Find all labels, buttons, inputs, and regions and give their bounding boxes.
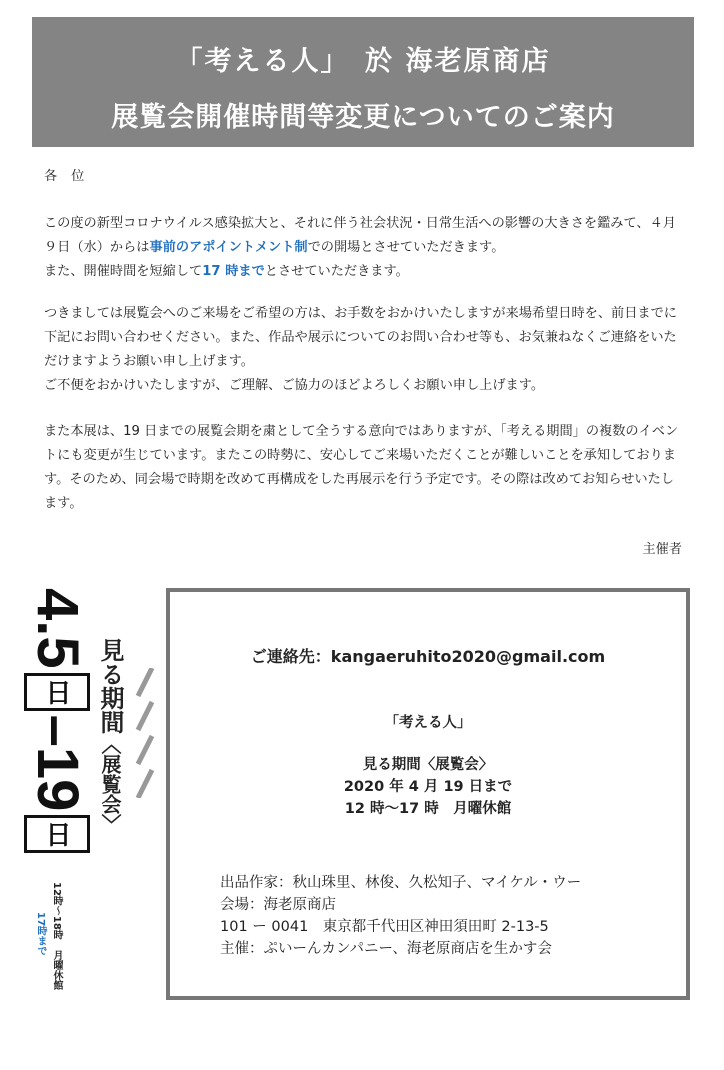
banner-subtitle: 展覧会開催時間等変更についてのご案内 — [111, 102, 615, 133]
venue-line: 会場：海老原商店 — [220, 897, 336, 913]
paragraph-1 — [44, 212, 684, 284]
addressee: 各位 — [44, 169, 99, 184]
header-banner — [32, 17, 694, 147]
end-day-of-week: 日 — [24, 815, 90, 853]
hours-vertical: 12時〜18時 — [51, 882, 62, 940]
date-dash: – — [25, 714, 90, 747]
address-line: 101 ー 0041 東京都千代田区神田須田町 2-13-5 — [220, 919, 549, 935]
artists-line: 出品作家：秋山珠里、林俊、久松知子、マイケル・ウー — [220, 875, 582, 891]
end-date: 19 — [25, 746, 90, 812]
period-name: 見る期間 — [96, 638, 124, 734]
p2-apology: ご不便をおかけいたしますが、ご理解、ご協力のほどよろしくお願い申し上げます。 — [44, 378, 545, 393]
p2-text: つきましては展覧会へのご来場をご希望の方は、お手数をおかけいたしますが来場希望日時を、前日までに下記にお問い合わせください。また、作品や展示についてのお問い合わせ等も、お気兼ねなくご連絡をいただけますようお願い申し上げます。 — [44, 306, 677, 369]
p1-text-c: また、開催時間を短縮して — [44, 264, 203, 279]
schedule-period: 見る期間〈展覧会〉 — [362, 757, 494, 773]
contact-email: ご連絡先：kangaeruhito2020@gmail.com — [250, 647, 606, 666]
appointment-highlight: 事前のアポイントメント制 — [149, 240, 308, 255]
decorative-slashes — [132, 668, 160, 798]
exhibition-title: 「考える人」 — [384, 715, 472, 731]
period-subtitle: 〈展覧会〉 — [98, 734, 122, 834]
paragraph-3: また本展は、19 日までの展覧会期を粛として全うする意向ではありますが、「考える期間」の複数のイベントにも変更が生じています。またこの時勢に、安心してご来場いただくことが難しいことを承知しております。そのため、同会場で時期を改めて再構成をした再展示を行う予定です。その際は改めてお知らせいたします。 — [44, 424, 679, 511]
exhibition-details — [220, 872, 581, 960]
p1-text-d: とさせていただきます。 — [264, 264, 409, 279]
schedule-end-date: 2020 年 4 月 19 日まで — [343, 779, 513, 795]
start-date: 4.5 — [25, 588, 90, 669]
host-line: 主催：ぷいーんカンパニー、海老原商店を生かす会 — [220, 941, 552, 957]
contact-info-box — [166, 588, 690, 1000]
organizer-signature: 主催者 — [642, 542, 682, 557]
period-title-vertical — [92, 638, 128, 868]
schedule-hours: 12 時〜17 時 月曜休館 — [344, 801, 512, 817]
until-vertical: 17時まで — [35, 912, 46, 956]
start-day-of-week: 日 — [24, 673, 90, 711]
banner-title: 「考える人」 於 海老原商店 — [175, 46, 551, 77]
p1-text-a: この度の新型コロナウイルス感染拡大と、それに伴う社会状況・日常生活への影響の大きさを鑑みて、４月９日（水）からは — [44, 216, 676, 255]
exhibition-schedule — [170, 754, 686, 820]
closing-time-highlight: 17 時まで — [202, 264, 265, 279]
p1-text-b: での開場とさせていただきます。 — [307, 240, 505, 255]
closed-day-vertical: 月曜休館 — [51, 950, 62, 990]
paragraph-2 — [44, 302, 684, 398]
